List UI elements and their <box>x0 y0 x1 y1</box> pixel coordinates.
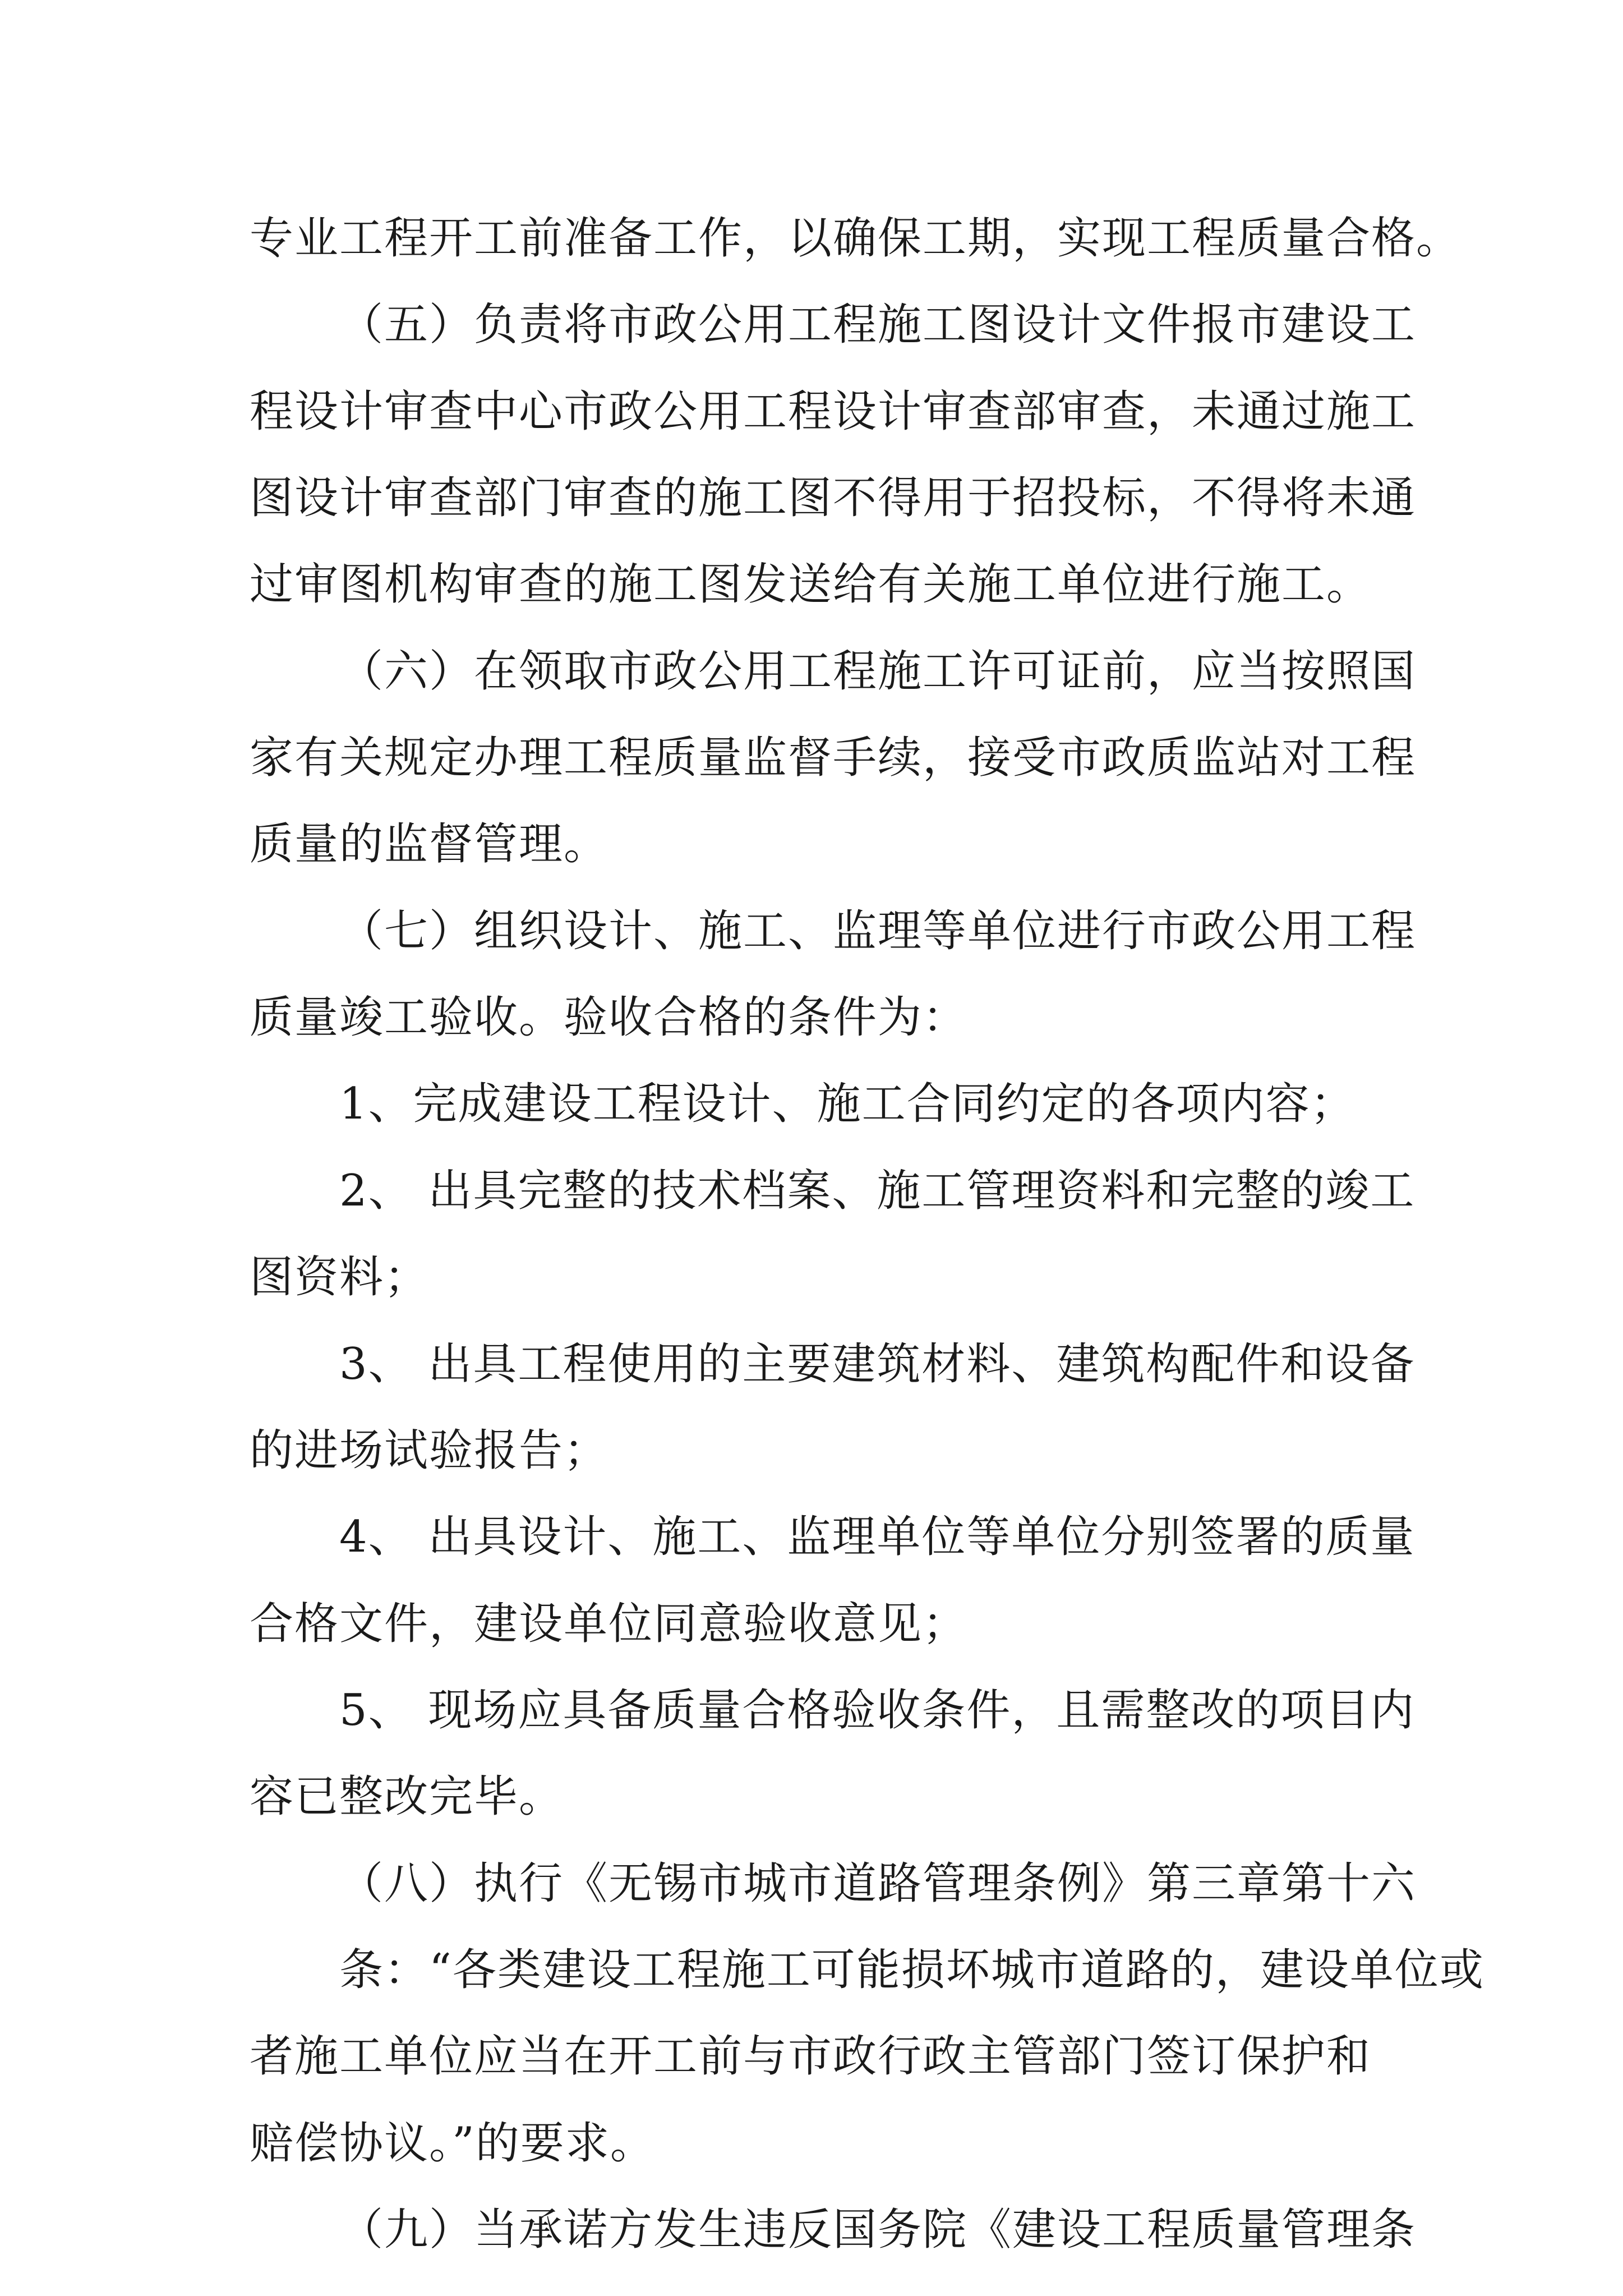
text-line: 质量的监督管理。 <box>250 819 609 869</box>
text-line: 4、 出具设计、施工、监理单位等单位分别签署的质量 <box>339 1512 1415 1562</box>
text-line: （五）负责将市政公用工程施工图设计文件报市建设工 <box>339 300 1417 350</box>
text-line: 2、 出具完整的技术档案、施工管理资料和完整的竣工 <box>339 1166 1415 1216</box>
text-line: 5、 现场应具备质量合格验收条件，且需整改的项目内 <box>339 1685 1415 1736</box>
text-line: 容已整改完毕。 <box>250 1772 564 1822</box>
text-line: （六）在领取市政公用工程施工许可证前，应当按照国 <box>339 646 1417 697</box>
text-line: （八）执行《无锡市城市道路管理条例》第三章第十六 <box>339 1858 1417 1909</box>
text-line: 图资料； <box>250 1252 430 1303</box>
text-line: 1、完成建设工程设计、施工合同约定的各项内容； <box>339 1079 1355 1129</box>
text-line: 条：“各类建设工程施工可能损坏城市道路的，建设单位或 <box>339 1945 1484 1995</box>
text-line: 赔偿协议。”的要求。 <box>250 2118 655 2169</box>
text-line: 合格文件，建设单位同意验收意见； <box>250 1599 968 1649</box>
text-line: 家有关规定办理工程质量监督手续，接受市政质监站对工程 <box>250 733 1417 783</box>
text-line: 过审图机构审查的施工图发送给有关施工单位进行施工。 <box>250 559 1372 610</box>
text-line: （七）组织设计、施工、监理等单位进行市政公用工程 <box>339 906 1417 956</box>
text-line: 的进场试验报告； <box>250 1425 609 1476</box>
text-line: 图设计审查部门审查的施工图不得用于招投标，不得将未通 <box>250 473 1417 523</box>
text-line: 质量竣工验收。验收合格的条件为： <box>250 992 968 1043</box>
text-line: 专业工程开工前准备工作，以确保工期，实现工程质量合格。 <box>250 213 1461 264</box>
text-line: 3、 出具工程使用的主要建筑材料、建筑构配件和设备 <box>339 1339 1415 1389</box>
text-line: 者施工单位应当在开工前与市政行政主管部门签订保护和 <box>250 2031 1372 2082</box>
text-line: （九）当承诺方发生违反国务院《建设工程质量管理条 <box>339 2205 1417 2255</box>
text-line: 程设计审查中心市政公用工程设计审查部审查，未通过施工 <box>250 386 1417 437</box>
